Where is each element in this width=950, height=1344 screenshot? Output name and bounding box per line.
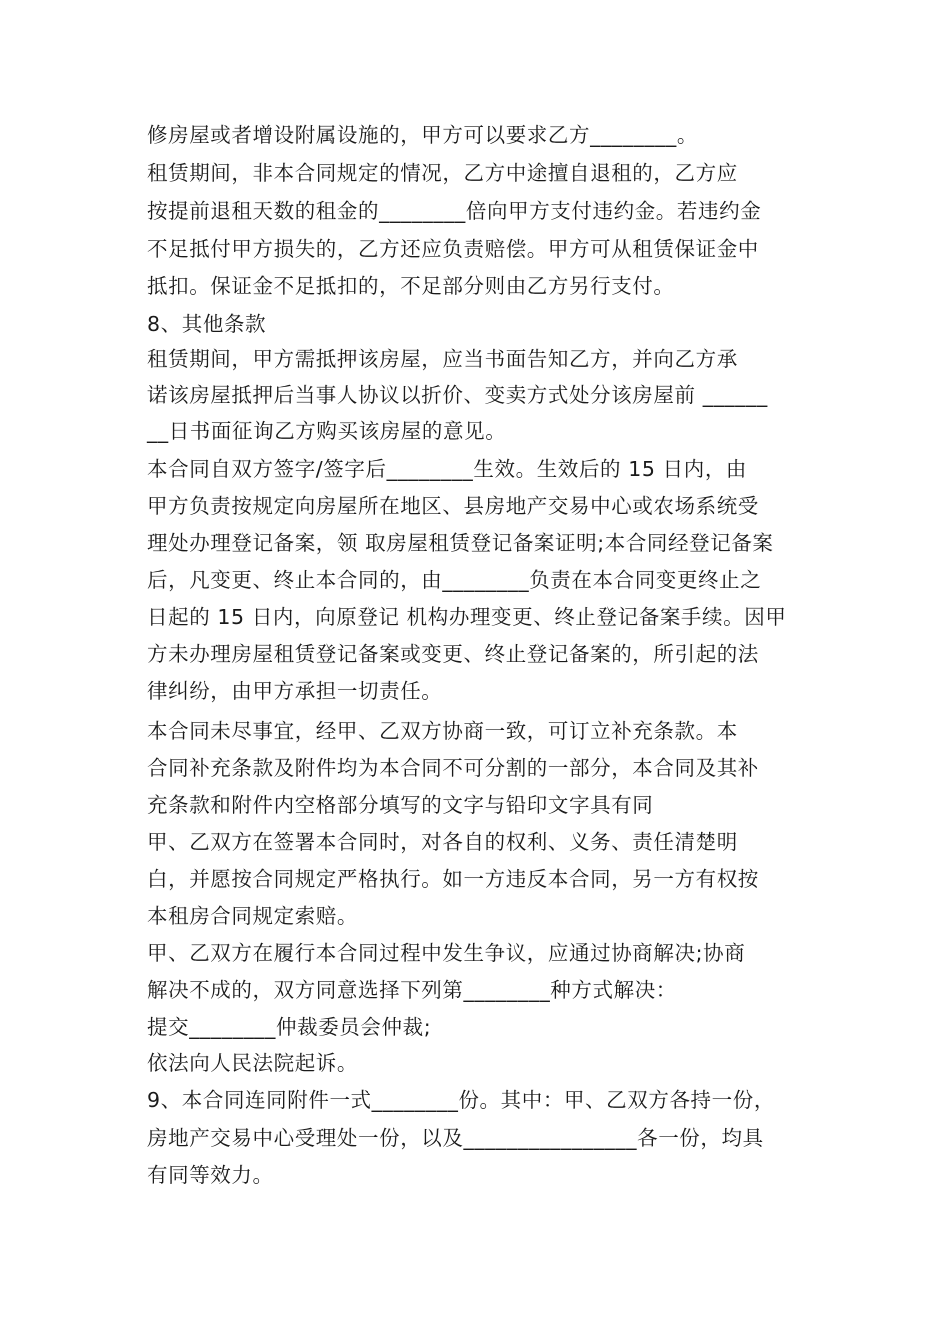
section-heading: 9、本合同连同附件一式________份。其中：甲、乙双方各持一份，: [147, 1088, 775, 1112]
text-line: 租赁期间，甲方需抵押该房屋，应当书面告知乙方，并向乙方承: [147, 347, 738, 371]
text-line: 甲、乙双方在履行本合同过程中发生争议，应通过协商解决;协商: [147, 941, 746, 965]
text-line: 理处办理登记备案，领 取房屋租赁登记备案证明;本合同经登记备案: [147, 531, 774, 555]
text-line: 日起的 15 日内，向原登记 机构办理变更、终止登记备案手续。因甲: [147, 605, 787, 629]
text-line: 律纠纷，由甲方承担一切责任。: [147, 679, 443, 703]
text-line: 按提前退租天数的租金的________倍向甲方支付违约金。若违约金: [147, 199, 762, 223]
text-line: 不足抵付甲方损失的，乙方还应负责赔偿。甲方可从租赁保证金中: [147, 237, 759, 261]
text-line: 白，并愿按合同规定严格执行。如一方违反本合同，另一方有权按: [147, 867, 759, 891]
text-line: 修房屋或者增设附属设施的，甲方可以要求乙方________。: [147, 123, 698, 147]
text-line: 租赁期间，非本合同规定的情况，乙方中途擅自退租的，乙方应: [147, 161, 738, 185]
text-line: 合同补充条款及附件均为本合同不可分割的一部分，本合同及其补: [147, 756, 759, 780]
text-line: 方未办理房屋租赁登记备案或变更、终止登记备案的，所引起的法: [147, 642, 759, 666]
text-line: 甲、乙双方在签署本合同时，对各自的权利、义务、责任清楚明: [147, 830, 738, 854]
text-line: 甲方负责按规定向房屋所在地区、县房地产交易中心或农场系统受: [147, 494, 759, 518]
text-line: __日书面征询乙方购买该房屋的意见。: [147, 419, 507, 443]
text-line: 本合同自双方签字/签字后________生效。生效后的 15 日内，由: [147, 457, 748, 481]
text-line: 充条款和附件内空格部分填写的文字与铅印文字具有同: [147, 793, 654, 817]
text-line: 有同等效力。: [147, 1163, 274, 1187]
section-heading: 8、其他条款: [147, 312, 267, 336]
text-line: 房地产交易中心受理处一份，以及________________各一份，均具: [147, 1126, 764, 1150]
text-line: 抵扣。保证金不足抵扣的，不足部分则由乙方另行支付。: [147, 274, 675, 298]
text-line: 解决不成的，双方同意选择下列第________种方式解决：: [147, 978, 677, 1002]
text-line: 本租房合同规定索赔。: [147, 904, 358, 928]
text-line: 诺该房屋抵押后当事人协议以折价、变卖方式处分该房屋前 ______: [147, 383, 768, 407]
text-line: 提交________仲裁委员会仲裁;: [147, 1015, 432, 1039]
text-line: 依法向人民法院起诉。: [147, 1051, 358, 1075]
text-line: 后，凡变更、终止本合同的，由________负责在本合同变更终止之: [147, 568, 762, 592]
text-line: 本合同未尽事宜，经甲、乙双方协商一致，可订立补充条款。本: [147, 719, 738, 743]
